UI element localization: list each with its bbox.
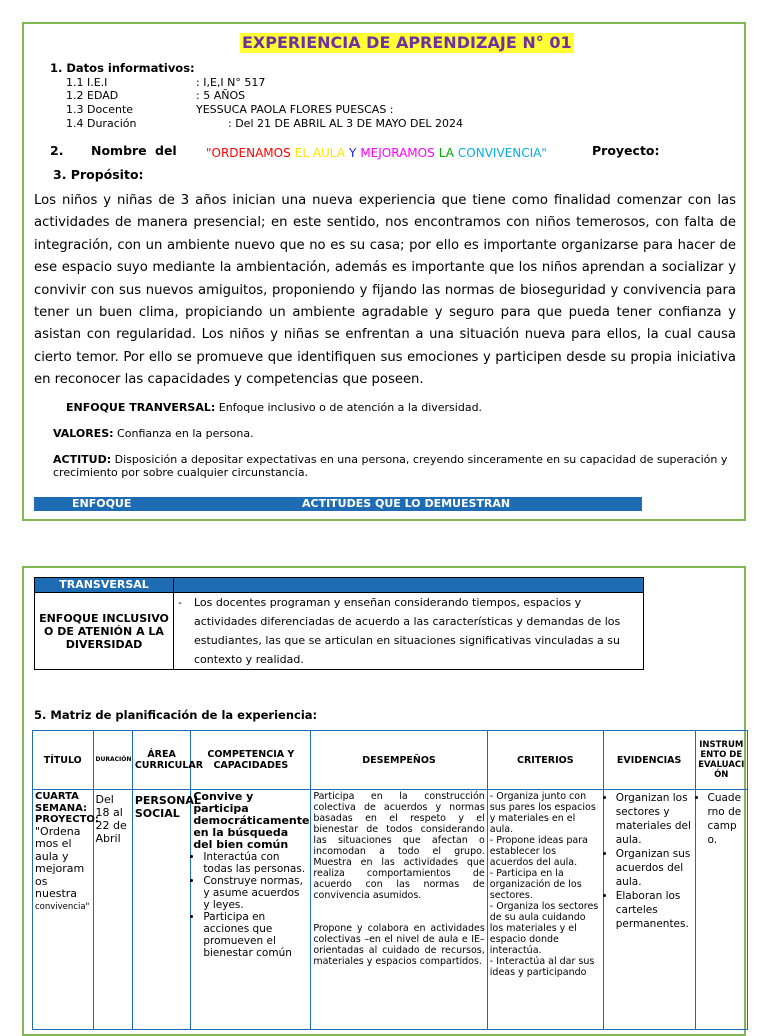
header-actitudes: ACTITUDES QUE LO DEMUESTRAN	[302, 497, 511, 510]
list-item: • Participa en acciones que promueven el bienestar común	[203, 911, 308, 959]
enfoque-text: Enfoque inclusivo o de atención a la diversidad.	[215, 401, 483, 414]
instrumento-list	[698, 791, 745, 847]
list-item: - Interactúa al dar sus ideas y participando	[489, 956, 595, 978]
col-header-competencia: COMPETENCIA Y CAPACIDADES	[191, 731, 311, 790]
list-item: - Propone ideas para establecer los acuerdos del aula.	[489, 835, 588, 868]
info-value: YESSUCA PAOLA FLORES PUESCAS :	[196, 103, 394, 116]
valores-line	[53, 427, 254, 440]
col-header-titulo: TÍTULO	[33, 731, 94, 790]
valores-label: VALORES:	[53, 427, 114, 440]
cell-instrumento	[695, 790, 747, 1030]
planning-matrix-table	[32, 730, 748, 1030]
project-name-part: MEJORAMOS	[360, 146, 435, 160]
col-header-evidencias: EVIDENCIAS	[603, 731, 695, 790]
project-name-part: Y	[348, 146, 357, 160]
project-name-part: "ORDENAMOS	[206, 146, 291, 160]
list-item: • Elaboran los carteles permanentes.	[616, 889, 693, 931]
actitud-line	[53, 453, 733, 479]
enfoque-table	[34, 577, 644, 670]
criterio-text: Organiza los sectores de su aula cuidando los materiales y el espacio donde interactúa.	[489, 901, 599, 956]
cell-titulo	[33, 790, 99, 1030]
section-2-word-nombre: Nombre	[91, 143, 147, 158]
competencia-title: Convive y participa democráticamente en la búsqueda del bien común	[193, 790, 310, 851]
table-header-bar	[34, 497, 642, 511]
criterio-text: Participa en la organización de los sectores.	[489, 868, 582, 901]
section-2-word-del: del	[155, 143, 177, 158]
list-item: • Interactúa con todas las personas.	[203, 851, 308, 875]
desempeno-1: Participa en la construcción colectiva de acuerdos y normas basadas en el respeto y el bienestar de todos considerando las situaciones que afectan o incomodan a todo el grupo. Muestra en las actividades que realiza comportamientos de acuerdo con las normas de convivencia asumidos.	[313, 791, 485, 901]
cell-criterios	[487, 790, 603, 1030]
project-name-part: LA	[438, 146, 454, 160]
dash-bullet-icon: -	[178, 596, 182, 609]
enfoque-label: ENFOQUE TRANVERSAL:	[66, 401, 216, 414]
list-item: • Organizan los sectores y materiales del aula.	[616, 791, 693, 847]
project-name-part: EL AULA	[294, 146, 345, 160]
titulo-bold: CUARTA SEMANA: PROYECTO:	[35, 791, 99, 825]
list-item: • Cuaderno de campo.	[708, 791, 745, 847]
desempeno-2: Propone y colabora en actividades colectivas –en el nivel de aula e IE– orientadas al cuidado de recursos, materiales y espacios compartidos.	[313, 923, 485, 967]
list-item: • Organizan sus acuerdos del aula.	[616, 847, 693, 889]
info-key: 1.3 Docente	[66, 103, 134, 116]
section-5-heading: 5. Matriz de planificación de la experiencia:	[34, 708, 318, 722]
cell-duracion: Del 18 al 22 de Abril	[93, 790, 132, 1030]
info-key: 1.4 Duración	[66, 117, 137, 130]
document-page-2	[22, 566, 746, 1036]
col-header-instrumento: INSTRUMENTO DE EVALUACIÓN	[695, 731, 747, 790]
list-item: - Organiza los sectores de su aula cuidando los materiales y el espacio donde interactúa.	[489, 901, 599, 956]
info-key: 1.1 I.E.I	[66, 76, 108, 89]
list-item: • Construye normas, y asume acuerdos y leyes.	[203, 875, 308, 911]
criterio-text: Organiza junto con sus pares los espacios y materiales en el aula.	[489, 791, 596, 835]
titulo-small: convivencia"	[35, 901, 90, 912]
col-header-criterios: CRITERIOS	[487, 731, 603, 790]
col-header-area: ÁREA CURRICULAR	[132, 731, 190, 790]
document-title: EXPERIENCIA DE APRENDIZAJE N° 01	[242, 33, 572, 52]
section-2-number: 2.	[50, 143, 64, 158]
section-3-heading: 3. Propósito:	[53, 167, 144, 182]
cell-desempenos	[311, 790, 487, 1030]
document-page-1	[22, 22, 746, 521]
col-header-duracion: DURACIÓN	[93, 731, 132, 790]
section-2-word-proyecto: Proyecto:	[592, 143, 660, 158]
project-name-part: CONVIVENCIA"	[457, 146, 547, 160]
enfoque-line	[66, 401, 482, 414]
list-item: - Participa en la organización de los sectores.	[489, 868, 582, 901]
titulo-text: "Ordena mos el aula y mejoram os nuestra	[35, 824, 85, 900]
enfoque-name-cell: ENFOQUE INCLUSIVO O DE ATENIÓN A LA DIVERSIDAD	[35, 593, 174, 670]
enfoque-description-cell	[174, 593, 644, 670]
project-name	[206, 146, 551, 160]
info-value: : 5 AÑOS	[196, 89, 246, 102]
header-enfoque: ENFOQUE	[72, 497, 132, 510]
list-item: - Organiza junto con sus pares los espacios y materiales en el aula.	[489, 791, 596, 835]
purpose-paragraph: Los niños y niñas de 3 años inician una nueva experiencia que tiene como finalidad comenzar con las actividades de manera presencial; en este sentido, nos encontramos con niños temerosos, con falta de integración, con un ambiente nuevo que no es su casa; por ello es importante organizarse para hacer de ese espacio suyo mediante la ambientación, además es importante que los niños aprendan a socializar y convivir con sus nuevos amiguitos, proponiendo y fijando las normas de bioseguridad y convivencia para tener un buen clima, propiciando un ambiente agradable y seguro para que pueda tener confianza y asistan con regularidad. Los niños y niñas se enfrentan a una situación nueva para ellos, la cual causa cierto temor. Por ello se promueve que identifiquen sus emociones y participen desde su propia iniciativa en reconocer las capacidades y competencias que poseen.	[34, 193, 736, 388]
evidencias-list	[606, 791, 693, 931]
transversal-header: TRANSVERSAL	[35, 578, 174, 593]
cell-evidencias	[603, 790, 695, 1030]
info-value: : Del 21 DE ABRIL AL 3 DE MAYO DEL 2024	[228, 117, 464, 130]
info-value: : I,E,I N° 517	[196, 76, 266, 89]
actitud-label: ACTITUD:	[53, 453, 112, 466]
info-key: 1.2 EDAD	[66, 89, 119, 102]
empty-header	[174, 578, 644, 593]
cell-area: PERSONAL SOCIAL	[132, 790, 190, 1030]
col-header-desempenos: DESEMPEÑOS	[311, 731, 487, 790]
actitud-text: Disposición a depositar expectativas en una persona, creyendo sinceramente en su capacidad de superación y crecimiento por sobre cualquier circunstancia.	[53, 453, 728, 479]
enfoque-description: Los docentes programan y enseñan considerando tiempos, espacios y actividades diferenciadas de acuerdo a las características y demandas de los estudiantes, las que se articulan en situaciones significativas vinculadas a su contexto y realidad.	[194, 596, 621, 666]
valores-text: Confianza en la persona.	[113, 427, 254, 440]
cell-competencia	[191, 790, 311, 1030]
criterio-text: Propone ideas para establecer los acuerdos del aula.	[489, 835, 588, 868]
capacidades-list	[193, 851, 308, 959]
criterio-text: Interactúa al dar sus ideas y participando	[489, 956, 595, 978]
section-1-heading: 1. Datos informativos:	[50, 61, 195, 75]
